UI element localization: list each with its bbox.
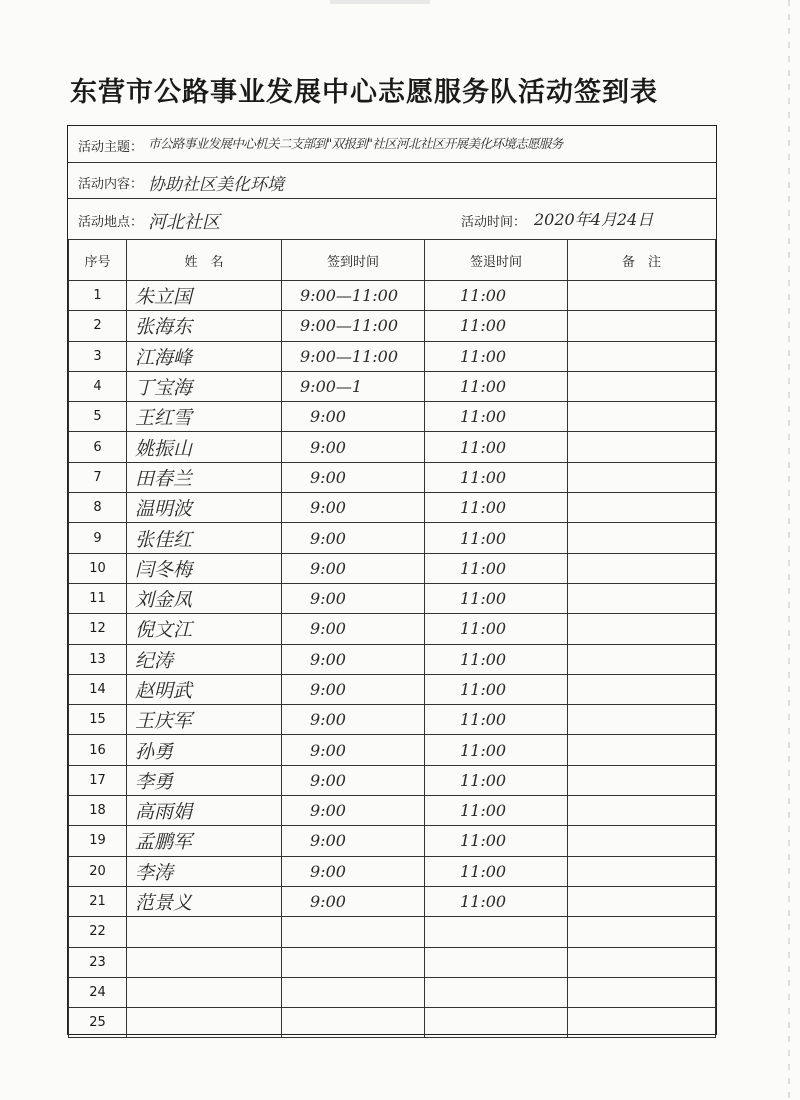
row-number: 10	[69, 553, 127, 583]
sign-out-time: 11:00	[425, 523, 568, 553]
note-cell	[568, 311, 716, 341]
row-number: 5	[69, 402, 127, 432]
sign-in-time: 9:00	[282, 432, 425, 462]
signature-name: 孟鹏军	[127, 826, 282, 856]
signature-name	[127, 1008, 282, 1038]
row-number: 20	[69, 856, 127, 886]
sign-out-time: 11:00	[425, 583, 568, 613]
location-label: 活动地点：	[78, 215, 144, 230]
note-cell	[568, 977, 716, 1007]
table-row	[69, 462, 716, 492]
sign-out-time	[425, 947, 568, 977]
signature-name: 朱立国	[127, 281, 282, 311]
signature-name	[127, 917, 282, 947]
sign-in-time: 9:00	[282, 523, 425, 553]
signature-name: 范景义	[127, 886, 282, 916]
sign-in-time: 9:00	[282, 735, 425, 765]
sign-out-time: 11:00	[425, 735, 568, 765]
row-number: 13	[69, 644, 127, 674]
page-title: 东营市公路事业发展中心志愿服务队活动签到表	[70, 77, 658, 108]
note-cell	[568, 371, 716, 401]
table-row	[69, 674, 716, 704]
note-cell	[568, 341, 716, 371]
table-row	[69, 644, 716, 674]
content-value: 协助社区美化环境	[148, 175, 284, 195]
note-cell	[568, 281, 716, 311]
header-no: 序号	[69, 240, 127, 281]
table-row	[69, 1008, 716, 1038]
row-number: 19	[69, 826, 127, 856]
table-row	[69, 553, 716, 583]
signature-name: 温明波	[127, 493, 282, 523]
note-cell	[568, 674, 716, 704]
sign-out-time: 11:00	[425, 705, 568, 735]
table-row	[69, 523, 716, 553]
table-row	[69, 371, 716, 401]
content-row	[68, 163, 716, 199]
note-cell	[568, 523, 716, 553]
scan-artifact	[330, 0, 430, 4]
note-cell	[568, 462, 716, 492]
sign-out-time: 11:00	[425, 341, 568, 371]
sign-in-time: 9:00	[282, 796, 425, 826]
row-number: 9	[69, 523, 127, 553]
row-number: 14	[69, 674, 127, 704]
sign-out-time	[425, 1008, 568, 1038]
note-cell	[568, 826, 716, 856]
sign-in-time: 9:00	[282, 856, 425, 886]
signature-name: 刘金凤	[127, 583, 282, 613]
table-row	[69, 583, 716, 613]
scan-edge	[788, 0, 790, 1100]
sign-out-time: 11:00	[425, 826, 568, 856]
table-row	[69, 311, 716, 341]
note-cell	[568, 614, 716, 644]
sign-in-sheet	[67, 125, 717, 1035]
sign-in-time: 9:00—1	[282, 371, 425, 401]
time-label: 活动时间：	[461, 215, 527, 230]
sign-in-time	[282, 947, 425, 977]
note-cell	[568, 765, 716, 795]
row-number: 15	[69, 705, 127, 735]
note-cell	[568, 402, 716, 432]
sign-in-time: 9:00	[282, 765, 425, 795]
sign-out-time: 11:00	[425, 432, 568, 462]
signature-name: 赵明武	[127, 674, 282, 704]
sign-out-time: 11:00	[425, 674, 568, 704]
sign-out-time: 11:00	[425, 644, 568, 674]
note-cell	[568, 553, 716, 583]
table-row	[69, 826, 716, 856]
signature-name: 李涛	[127, 856, 282, 886]
note-cell	[568, 493, 716, 523]
row-number: 21	[69, 886, 127, 916]
sign-in-time: 9:00	[282, 886, 425, 916]
row-number: 25	[69, 1008, 127, 1038]
note-cell	[568, 432, 716, 462]
table-row	[69, 947, 716, 977]
sign-out-time	[425, 977, 568, 1007]
signature-name	[127, 977, 282, 1007]
table-row	[69, 281, 716, 311]
sign-out-time: 11:00	[425, 311, 568, 341]
attendance-table	[68, 239, 716, 1038]
note-cell	[568, 705, 716, 735]
header-sign-out: 签退时间	[425, 240, 568, 281]
signature-name: 姚振山	[127, 432, 282, 462]
sign-in-time: 9:00—11:00	[282, 311, 425, 341]
note-cell	[568, 796, 716, 826]
table-row	[69, 432, 716, 462]
row-number: 24	[69, 977, 127, 1007]
table-row	[69, 735, 716, 765]
table-row	[69, 917, 716, 947]
table-row	[69, 796, 716, 826]
signature-name: 倪文江	[127, 614, 282, 644]
table-row	[69, 402, 716, 432]
theme-value: 市公路事业发展中心机关二支部到"双报到"社区河北社区开展美化环境志愿服务	[148, 136, 563, 151]
sign-out-time: 11:00	[425, 886, 568, 916]
sign-in-time: 9:00—11:00	[282, 341, 425, 371]
row-number: 11	[69, 583, 127, 613]
sign-in-time: 9:00	[282, 402, 425, 432]
signature-name: 江海峰	[127, 341, 282, 371]
header-name: 姓 名	[127, 240, 282, 281]
row-number: 3	[69, 341, 127, 371]
sign-out-time: 11:00	[425, 281, 568, 311]
table-row	[69, 886, 716, 916]
sign-in-time: 9:00	[282, 674, 425, 704]
note-cell	[568, 856, 716, 886]
signature-name: 田春兰	[127, 462, 282, 492]
sign-out-time: 11:00	[425, 462, 568, 492]
signature-name: 张海东	[127, 311, 282, 341]
time-value: 2020年4月24日	[534, 210, 654, 229]
table-row	[69, 765, 716, 795]
row-number: 12	[69, 614, 127, 644]
table-row	[69, 977, 716, 1007]
table-row	[69, 614, 716, 644]
note-cell	[568, 1008, 716, 1038]
row-number: 17	[69, 765, 127, 795]
sign-in-time: 9:00	[282, 583, 425, 613]
table-row	[69, 341, 716, 371]
signature-name	[127, 947, 282, 977]
row-number: 18	[69, 796, 127, 826]
signature-name: 纪涛	[127, 644, 282, 674]
row-number: 1	[69, 281, 127, 311]
sign-in-time: 9:00—11:00	[282, 281, 425, 311]
location-value: 河北社区	[148, 212, 220, 233]
signature-name: 高雨娟	[127, 796, 282, 826]
row-number: 22	[69, 917, 127, 947]
row-number: 7	[69, 462, 127, 492]
sign-in-time	[282, 1008, 425, 1038]
sign-in-time: 9:00	[282, 553, 425, 583]
sign-in-time: 9:00	[282, 462, 425, 492]
table-row	[69, 705, 716, 735]
sign-in-time: 9:00	[282, 614, 425, 644]
signature-name: 闫冬梅	[127, 553, 282, 583]
header-sign-in: 签到时间	[282, 240, 425, 281]
sign-out-time	[425, 917, 568, 947]
row-number: 4	[69, 371, 127, 401]
signature-name: 张佳红	[127, 523, 282, 553]
row-number: 8	[69, 493, 127, 523]
sign-in-time	[282, 977, 425, 1007]
sign-out-time: 11:00	[425, 856, 568, 886]
signature-name: 孙勇	[127, 735, 282, 765]
table-row	[69, 493, 716, 523]
note-cell	[568, 644, 716, 674]
note-cell	[568, 735, 716, 765]
sign-in-time: 9:00	[282, 493, 425, 523]
row-number: 23	[69, 947, 127, 977]
sign-out-time: 11:00	[425, 553, 568, 583]
row-number: 2	[69, 311, 127, 341]
signature-name: 王庆军	[127, 705, 282, 735]
note-cell	[568, 917, 716, 947]
note-cell	[568, 583, 716, 613]
table-row	[69, 856, 716, 886]
sign-out-time: 11:00	[425, 493, 568, 523]
sign-out-time: 11:00	[425, 371, 568, 401]
sign-out-time: 11:00	[425, 765, 568, 795]
sign-out-time: 11:00	[425, 402, 568, 432]
sign-in-time: 9:00	[282, 644, 425, 674]
signature-name: 丁宝海	[127, 371, 282, 401]
sign-in-time: 9:00	[282, 705, 425, 735]
sign-out-time: 11:00	[425, 614, 568, 644]
note-cell	[568, 947, 716, 977]
theme-row	[68, 126, 716, 163]
table-header-row	[69, 240, 716, 281]
header-note: 备 注	[568, 240, 716, 281]
theme-label: 活动主题：	[78, 140, 144, 155]
location-row	[68, 199, 716, 239]
row-number: 16	[69, 735, 127, 765]
sign-in-time	[282, 917, 425, 947]
signature-name: 王红雪	[127, 402, 282, 432]
content-label: 活动内容：	[78, 177, 144, 192]
sign-in-time: 9:00	[282, 826, 425, 856]
note-cell	[568, 886, 716, 916]
row-number: 6	[69, 432, 127, 462]
sign-out-time: 11:00	[425, 796, 568, 826]
signature-name: 李勇	[127, 765, 282, 795]
